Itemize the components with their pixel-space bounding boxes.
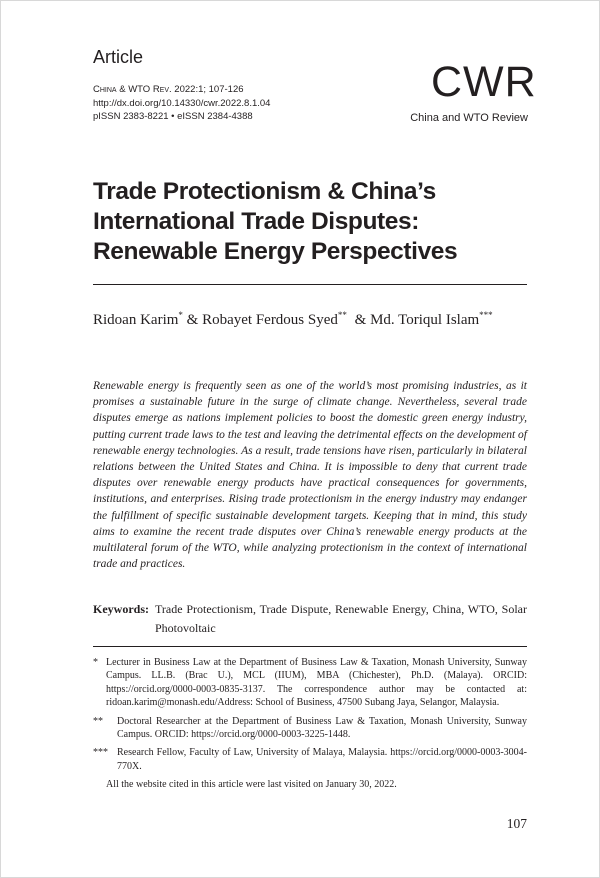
journal-volume-pages: 2022:1; 107-126	[171, 84, 244, 95]
citation-block	[93, 83, 270, 124]
keywords-label: Keywords:	[93, 602, 149, 616]
author-name: Ridoan Karim	[93, 312, 179, 328]
footnote-divider	[93, 646, 527, 647]
author-footnote-mark[interactable]: *	[178, 310, 183, 320]
page-number: 107	[506, 816, 527, 831]
author-separator: &	[350, 312, 371, 328]
author-list	[93, 312, 493, 329]
footnote-mark: *	[93, 657, 98, 668]
author-footnote-mark[interactable]: ***	[479, 310, 493, 320]
title-line: Trade Protectionism & China’s	[93, 178, 436, 205]
abstract: Renewable energy is frequently seen as one of the world’s most promising industries, as it promises a sustainable future in the surge of climate change. Nevertheless, several trade disputes emerge as nations implement policies to boost the domestic green energy industry, putting current trade laws to the test and leaving the detrimental effects on the development of renewable energy technologies. As a result, trade tensions have risen, particularly in bilateral relations between the United States and China. It is impossible to deny that current trade disputes over renewable energy products have practical consequences for governments, institutions, and enterprises. Rising trade protectionism in the energy industry may endanger the fulfillment of specific sustainable development targets. Keeping that in mind, this study aims to examine the recent trade disputes over China’s renewable energy products at the multilateral forum of the WTO, while analyzing protectionism in the context of international trade and practices.	[93, 380, 527, 571]
author-name: Robayet Ferdous Syed	[202, 312, 338, 328]
journal-logo-subtitle: China and WTO Review	[410, 112, 528, 124]
title-line: Renewable Energy Perspectives	[93, 238, 458, 265]
journal-logo: CWR	[431, 58, 537, 106]
footnote-mark: ***	[93, 747, 108, 759]
journal-short-name: China & WTO Rev.	[93, 84, 172, 95]
footnote	[93, 715, 527, 742]
footnote-text: Research Fellow, Faculty of Law, University of Malaya, Malaysia. https://orcid.org/0000-0003-3004-770X.	[117, 747, 527, 772]
author-footnote-mark[interactable]: **	[337, 310, 347, 320]
title-divider	[93, 284, 527, 285]
article-type-label: Article	[93, 47, 144, 67]
footnote-text: Doctoral Researcher at the Department of Business Law & Taxation, Monash University, Sunway Campus. ORCID: https://orcid.org/0000-0003-3225-1448.	[117, 715, 527, 741]
issn-line: pISSN 2383-8221 • eISSN 2384-4388	[93, 111, 253, 122]
author-separator: &	[182, 312, 203, 328]
keywords-list: Trade Protectionism, Trade Dispute, Renewable Energy, China, WTO, Solar Photovoltaic	[155, 602, 527, 635]
doi-link[interactable]: http://dx.doi.org/10.14330/cwr.2022.8.1.04	[93, 97, 271, 109]
footnote-text: Lecturer in Business Law at the Department of Business Law & Taxation, Monash University, Sunway Campus. LL.B. (Brac U.), MCL (IIUM), MBA (Chichester), Ph.D. (Malaya). ORCID: https://orcid.org/0000-0003-0835-3137. The correspondence author may be contacted at: ridoan.karim@monash.edu/Address: School of Business, 47500 Subang Jaya, Selangor, Malaysia.	[106, 657, 527, 709]
footnotes	[93, 656, 527, 792]
footnote	[93, 746, 527, 773]
article-title	[93, 177, 533, 267]
journal-citation	[93, 83, 270, 97]
author-name: Md. Toriqul Islam	[370, 312, 480, 328]
title-line: International Trade Disputes:	[93, 208, 420, 235]
keywords-block	[93, 600, 527, 638]
footnote	[93, 656, 527, 710]
footnote-mark: **	[93, 715, 103, 727]
footnote-access-note: All the website cited in this article were last visited on January 30, 2022.	[106, 779, 397, 791]
